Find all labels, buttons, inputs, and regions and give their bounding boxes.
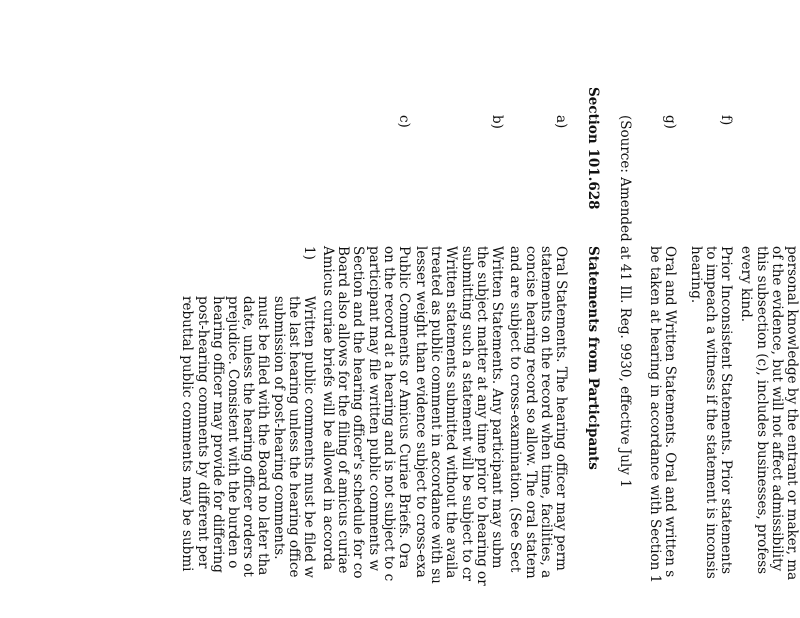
item-b-text-line: the subject matter at any time prior to hearing or	[473, 246, 490, 586]
item-g-marker: g)	[662, 115, 678, 129]
section-title: Statements from Participants	[585, 246, 601, 470]
item-c1-text-line: submission of post-hearing comments.	[270, 296, 287, 560]
item-c1-text-line: must be filed with the Board no later tha	[255, 296, 272, 576]
item-b-text-line: lesser weight than evidence subject to cross-exa	[413, 246, 429, 578]
item-c1-text-line: rebuttal public comments may be submi	[179, 296, 196, 572]
item-c1-text-line: hearing officer may provide for differing	[209, 296, 226, 573]
item-b-text-line: Written Statements. Any participant may subm	[489, 246, 505, 569]
item-f-text-line: to impeach a witness if the statement is inconsis	[702, 246, 719, 579]
item-c1-text-line: date, unless the hearing officer orders ot	[240, 296, 257, 577]
item-c1-text-line: the last hearing unless the hearing office	[285, 296, 302, 578]
section-number: Section 101.628	[585, 87, 601, 210]
intro-text-line: this subsection (c), includes businesses, profess	[753, 246, 770, 575]
item-c-text-line: Amicus curiae briefs will be allowed in accorda	[320, 246, 336, 571]
item-c1-text-line: post-hearing comments by different per	[194, 296, 211, 569]
intro-text-line: of the evidence, but will not affect admissibility	[768, 246, 785, 572]
item-c-marker: c)	[396, 115, 412, 128]
item-a-text-line: and are subject to cross-examination. (See Sect	[507, 246, 524, 573]
item-c1-text-line: Written public comments must be filed w	[301, 296, 317, 578]
item-b-text-line: submitting such a statement will be subject to cr	[458, 246, 475, 582]
item-c-text-line: Section and the hearing officer's schedule for co	[350, 246, 367, 579]
intro-text-line: every kind.	[738, 246, 755, 323]
source-note: (Source: Amended at 41 Ill. Reg. 9930, effective July 1	[617, 115, 633, 488]
item-a-text-line: concise hearing record so allow. The oral statem	[522, 246, 539, 579]
item-a-text-line: Oral Statements. The hearing officer may perm	[553, 246, 569, 571]
item-c-text-line: Board also allows for the filing of amicus curiae	[335, 246, 352, 574]
item-f-text-line: Prior Inconsistent Statements. Prior statements	[718, 246, 734, 575]
item-b-marker: b)	[489, 115, 505, 129]
item-c-text-line: participant may file written public comments w	[365, 246, 382, 572]
item-g-text-line: be taken at hearing in accordance with Section 1	[646, 246, 663, 584]
item-b-text-line: Written statements submitted without the availa	[443, 246, 460, 579]
item-c-text-line: Public Comments or Amicus Curiae Briefs. Ora	[396, 246, 412, 569]
item-g-text-line: Oral and Written Statements. Oral and written s	[662, 246, 678, 578]
item-f-text-line: hearing.	[687, 246, 704, 304]
item-c1-marker: 1)	[301, 246, 317, 260]
intro-text-line: personal knowledge by the entrant or maker, ma	[784, 246, 800, 581]
item-b-text-line: treated as public comment in accordance with su	[428, 246, 445, 584]
item-c1-text-line: prejudice. Consistent with the burden o	[225, 296, 241, 569]
item-a-marker: a)	[553, 115, 569, 129]
item-c-text-line: on the record at a hearing and is not subject to c	[380, 246, 397, 582]
item-f-marker: f)	[718, 115, 734, 126]
item-a-text-line: statements on the record when time, facilities, a	[537, 246, 554, 579]
